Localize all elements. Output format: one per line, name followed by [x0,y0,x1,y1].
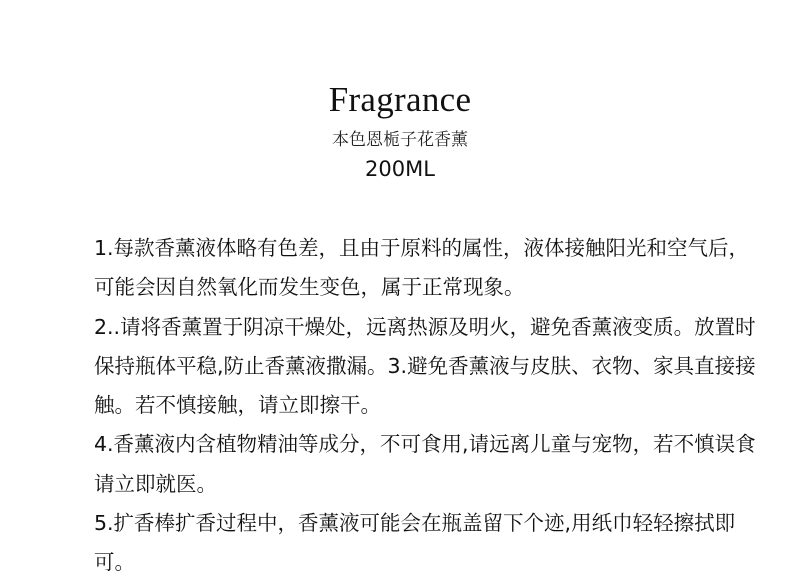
note-item-2: 2..请将香薰置于阴凉干燥处，远离热源及明火，避免香薰液变质。放置时保持瓶体平稳,防止香薰液撒漏。3.避免香薰液与皮肤、衣物、家具直接接触。若不慎接触，请立即擦干。 [94,314,756,418]
note-item-1: 1.每款香薰液体略有色差，且由于原料的属性，液体接触阳光和空气后，可能会因自然氧化而发生变色，属于正常现象。 [94,236,750,300]
product-volume: 200ML [365,157,435,181]
product-title: Fragrance [328,80,472,119]
usage-notes [94,229,758,583]
note-item-4: 5.扩香棒扩香过程中，香薰液可能会在瓶盖留下个迹,用纸巾轻轻擦拭即可。 [94,511,736,575]
product-subtitle: 本色恩栀子花香薰 [332,130,468,150]
note-item-3: 4.香薰液内含植物精油等成分，不可食用,请远离儿童与宠物，若不慎误食请立即就医。 [94,432,756,496]
product-header [0,78,800,183]
